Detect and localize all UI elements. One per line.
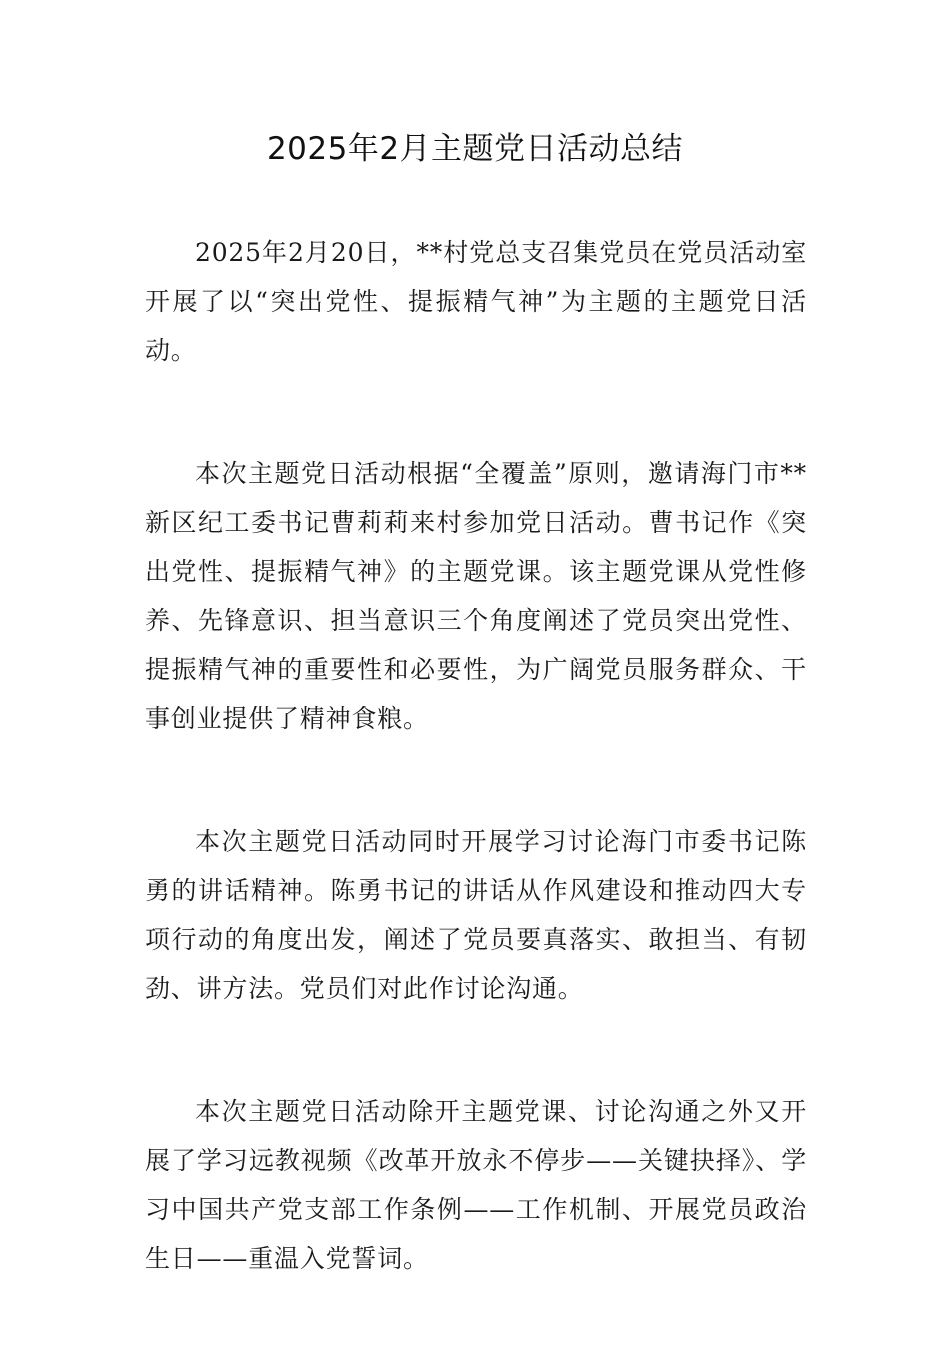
paragraph-3: 本次主题党日活动同时开展学习讨论海门市委书记陈勇的讲话精神。陈勇书记的讲话从作风建设和推动四大专项行动的角度出发，阐述了党员要真落实、敢担当、有韧劲、讲方法。党员们对此作讨论沟通。 [145,827,807,1003]
paragraph-4: 本次主题党日活动除开主题党课、讨论沟通之外又开展了学习远教视频《改革开放永不停步——关键抉择》、学习中国共产党支部工作条例——工作机制、开展党员政治生日——重温入党誓词。 [145,1097,807,1273]
paragraph-1: 2025年2月20日，**村党总支召集党员在党员活动室开展了以“突出党性、提振精气神”为主题的主题党日活动。 [145,238,807,365]
document-body [145,228,807,1357]
document-title: 2025年2月主题党日活动总结 [266,131,684,167]
paragraph-2: 本次主题党日活动根据“全覆盖”原则，邀请海门市**新区纪工委书记曹莉莉来村参加党日活动。曹书记作《突出党性、提振精气神》的主题党课。该主题党课从党性修养、先锋意识、担当意识三个角度阐述了党员突出党性、提振精气神的重要性和必要性，为广阔党员服务群众、干事创业提供了精神食粮。 [145,459,807,733]
